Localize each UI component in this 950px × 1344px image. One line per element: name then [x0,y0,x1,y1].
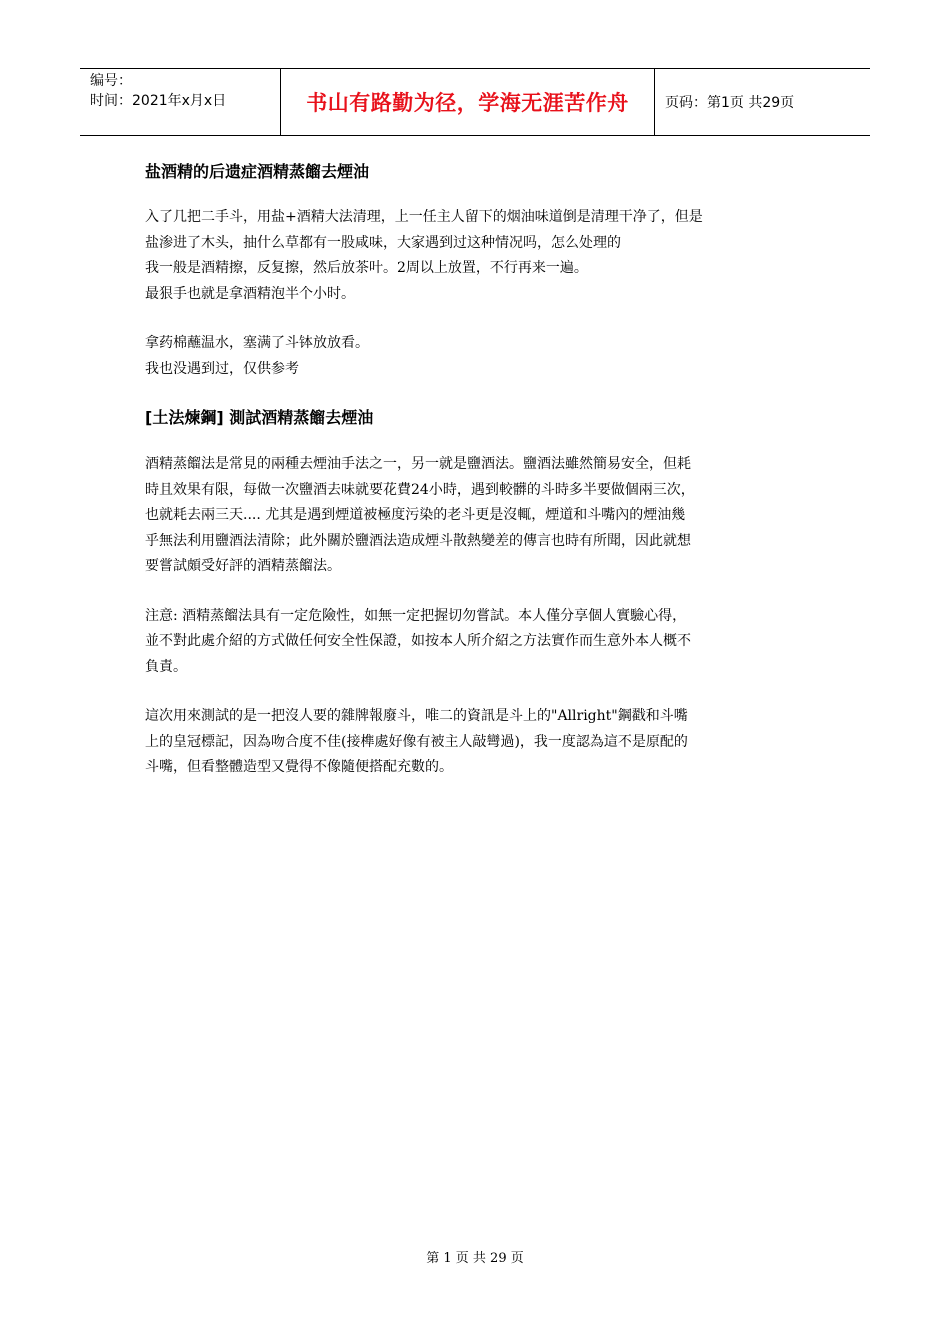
text-line: 並不對此處介紹的方式做任何安全性保證，如按本人所介紹之方法實作而生意外本人概不 [145,633,691,649]
section-title: [土法煉鋼] 測試酒精蒸餾去煙油 [145,408,374,427]
text-line: 我一般是酒精擦，反复擦，然后放茶叶。2周以上放置，不行再来一遍。 [145,260,588,276]
text-line: 也就耗去兩三天.... 尤其是遇到煙道被極度污染的老斗更是沒輒，煙道和斗嘴內的煙油幾 [145,507,686,523]
document-body [145,160,815,805]
text-line: 注意: 酒精蒸餾法具有一定危險性，如無一定把握切勿嘗試。本人僅分享個人實驗心得， [145,607,687,624]
paragraph [145,452,815,580]
text-line: 負責。 [145,658,187,675]
paragraph [145,704,815,781]
paragraph [145,331,815,382]
text-line: 斗嘴，但看整體造型又覺得不像隨便搭配充數的。 [145,759,453,775]
text-line: 盐渗进了木头，抽什么草都有一股咸味，大家遇到过这种情况吗，怎么处理的 [145,234,621,251]
number-label: 编号： [90,73,132,89]
section-title: 盐酒精的后遗症酒精蒸餾去煙油 [145,162,370,181]
header-meta [80,69,281,135]
page-header [80,68,870,136]
text-line: 時且效果有限，每做一次鹽酒去味就要花費24小時，遇到較髒的斗時多半要做個兩三次， [145,481,695,498]
time-label: 时间：2021年x月x日 [90,93,227,109]
text-line: 乎無法利用鹽酒法清除；此外關於鹽酒法造成煙斗散熱變差的傳言也時有所聞，因此就想 [145,532,691,549]
text-line: 我也没遇到过，仅供参考 [145,360,299,377]
text-line: 要嘗試頗受好評的酒精蒸餾法。 [145,558,341,574]
header-page-info: 页码：第1页 共29页 [665,95,795,111]
text-line: 上的皇冠標記，因為吻合度不佳(接榫處好像有被主人敲彎過)，我一度認為這不是原配的 [145,733,688,750]
header-motto: 书山有路勤为径，学海无涯苦作舟 [281,69,655,135]
text-line: 最狠手也就是拿酒精泡半个小时。 [145,285,355,302]
page-footer: 第 1 页 共 29 页 [426,1251,524,1266]
text-line: 酒精蒸餾法是常見的兩種去煙油手法之一，另一就是鹽酒法。鹽酒法雖然簡易安全，但耗 [145,456,691,472]
text-line: 拿药棉蘸温水，塞满了斗钵放放看。 [145,335,369,351]
text-line: 入了几把二手斗，用盐+酒精大法清理，上一任主人留下的烟油味道倒是清理干净了，但是 [145,209,703,225]
paragraph [145,604,815,681]
paragraph [145,205,815,307]
text-line: 這次用來測試的是一把沒人要的雜牌報廢斗，唯二的資訊是斗上的"Allright"鋼戳和斗嘴 [145,708,688,724]
